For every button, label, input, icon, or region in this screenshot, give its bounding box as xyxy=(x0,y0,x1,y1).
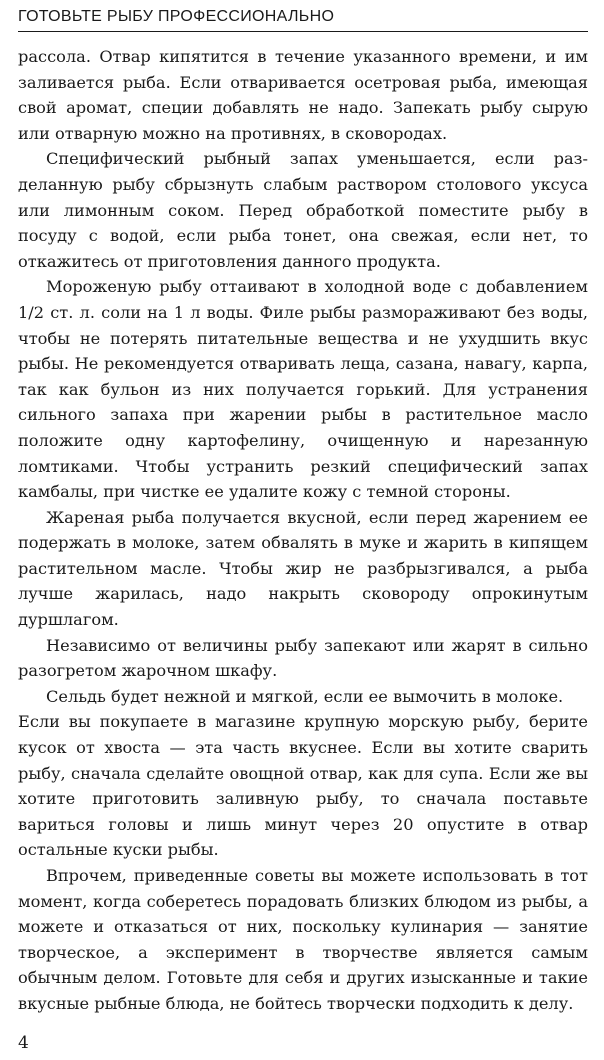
paragraph-fried-fish: Жареная рыба получается вкусной, если перед жарением ее подержать в молоке, затем обвалять в муке и жарить в кипящем растительном масле. Чтобы жир не разбрызгивался, а рыба лучше жарилась, надо накрыть сковороду опрокинутым дуршлагом. xyxy=(18,507,588,630)
paragraph-fish-odor: Специфический рыбный запах уменьшается, если разделанную рыбу сбрызнуть слабым раствором столового уксуса или лимонным соком. Перед обработкой поместите рыбу в посуду с водой, если рыба тонет, она свежая, если нет, то откажитесь от приготовления данного продукта. xyxy=(18,149,588,271)
paragraph-continued: рассола. Отвар кипятится в течение указанного времени, и им заливается рыба. Если отваривается осетровая рыба, имеющая свой аромат, специи добавлять не надо. Запекать рыбу сырую или отварную можно на противнях, в сковородах. xyxy=(18,47,588,143)
page-number: 4 xyxy=(18,1033,29,1053)
paragraph-conclusion: Впрочем, приведенные советы вы можете использовать в тот момент, когда соберетесь порадовать близких блюдом из рыбы, а можете и отказаться от них, поскольку кулинария — занятие творческое, а эксперимент в творчестве является самым обычным делом. Готовьте для себя и других изысканные и такие вкусные рыбные блюда, не бойтесь творчески подходить к делу. xyxy=(18,866,588,1013)
running-header: ГОТОВЬТЕ РЫБУ ПРОФЕССИОНАЛЬНО xyxy=(18,6,588,32)
body-text xyxy=(18,44,588,1017)
paragraph-baking: Независимо от величины рыбу запекают или жарят в сильно разогретом жарочном шкафу. xyxy=(18,635,588,681)
paragraph-buying-fish: Если вы покупаете в магазине крупную морскую рыбу, берите кусок от хвоста — эта часть вкуснее. Если вы хотите сварить рыбу, сначала сделайте овощной отвар, как для супа. Если же вы хотите приготовить заливную рыбу, то сначала поставьте вариться головы и лишь минут через 20 опустите в отвар остальные куски рыбы. xyxy=(18,712,588,860)
paragraph-herring: Сельдь будет нежной и мягкой, если ее вымочить в молоке. xyxy=(46,686,564,706)
paragraph-frozen-fish: Мороженую рыбу оттаивают в холодной воде с добавлением 1/2 ст. л. соли на 1 л воды. Филе рыбы размораживают без воды, чтобы не потерять питательные вещества и не ухудшить вкус рыбы. Не рекомендуется отваривать леща, сазана, навагу, карпа, так как бульон из них получается горький. Для устранения сильного запаха при жарении рыбы в растительное масло положите одну картофелину, очищенную и нарезанную ломтиками. Чтобы устранить резкий специфический запах камбалы, при чистке ее удалите кожу с темной стороны. xyxy=(18,277,588,502)
